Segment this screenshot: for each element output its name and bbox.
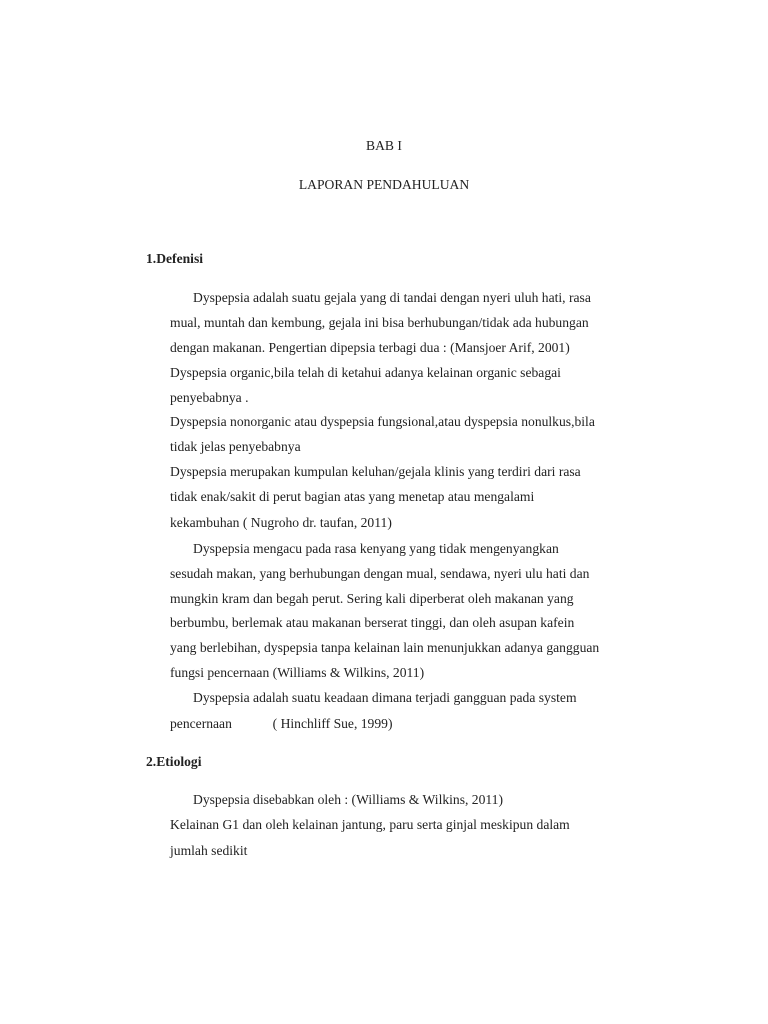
body-line: jumlah sedikit: [170, 843, 248, 858]
body-line: berbumbu, berlemak atau makanan berserat tinggi, dan oleh asupan kafein: [170, 615, 575, 630]
body-line: fungsi pencernaan (Williams & Wilkins, 2011): [170, 665, 425, 680]
body-line: Dyspepsia nonorganic atau dyspepsia fungsional,atau dyspepsia nonulkus,bila: [170, 414, 595, 429]
body-line: Dyspepsia organic,bila telah di ketahui adanya kelainan organic sebagai: [170, 365, 561, 380]
body-line: Dyspepsia disebabkan oleh : (Williams & Wilkins, 2011): [193, 792, 504, 807]
body-line: tidak enak/sakit di perut bagian atas yang menetap atau mengalami: [170, 489, 535, 504]
section-heading-etiologi: 2.Etiologi: [146, 754, 202, 769]
body-line: dengan makanan. Pengertian dipepsia terbagi dua : (Mansjoer Arif, 2001): [170, 340, 570, 355]
body-line: Dyspepsia adalah suatu keadaan dimana terjadi gangguan pada system: [193, 690, 577, 705]
body-line: Kelainan G1 dan oleh kelainan jantung, paru serta ginjal meskipun dalam: [170, 817, 570, 832]
body-line: yang berlebihan, dyspepsia tanpa kelainan lain menunjukkan adanya gangguan: [170, 640, 600, 655]
body-line: pencernaan ( Hinchliff Sue, 1999): [170, 716, 393, 731]
body-line: Dyspepsia merupakan kumpulan keluhan/gejala klinis yang terdiri dari rasa: [170, 464, 581, 479]
section-heading-defenisi: 1.Defenisi: [146, 251, 204, 266]
body-line: kekambuhan ( Nugroho dr. taufan, 2011): [170, 515, 392, 530]
body-line: tidak jelas penyebabnya: [170, 439, 301, 454]
body-line: mual, muntah dan kembung, gejala ini bisa berhubungan/tidak ada hubungan: [170, 315, 589, 330]
chapter-label: BAB I: [366, 138, 402, 153]
body-line: Dyspepsia adalah suatu gejala yang di tandai dengan nyeri uluh hati, rasa: [193, 290, 591, 305]
document-title: LAPORAN PENDAHULUAN: [298, 177, 470, 192]
body-line: sesudah makan, yang berhubungan dengan mual, sendawa, nyeri ulu hati dan: [170, 566, 590, 581]
body-line: mungkin kram dan begah perut. Sering kali diperberat oleh makanan yang: [170, 591, 574, 606]
body-line: Dyspepsia mengacu pada rasa kenyang yang tidak mengenyangkan: [193, 541, 559, 556]
body-line: penyebabnya .: [170, 390, 249, 405]
